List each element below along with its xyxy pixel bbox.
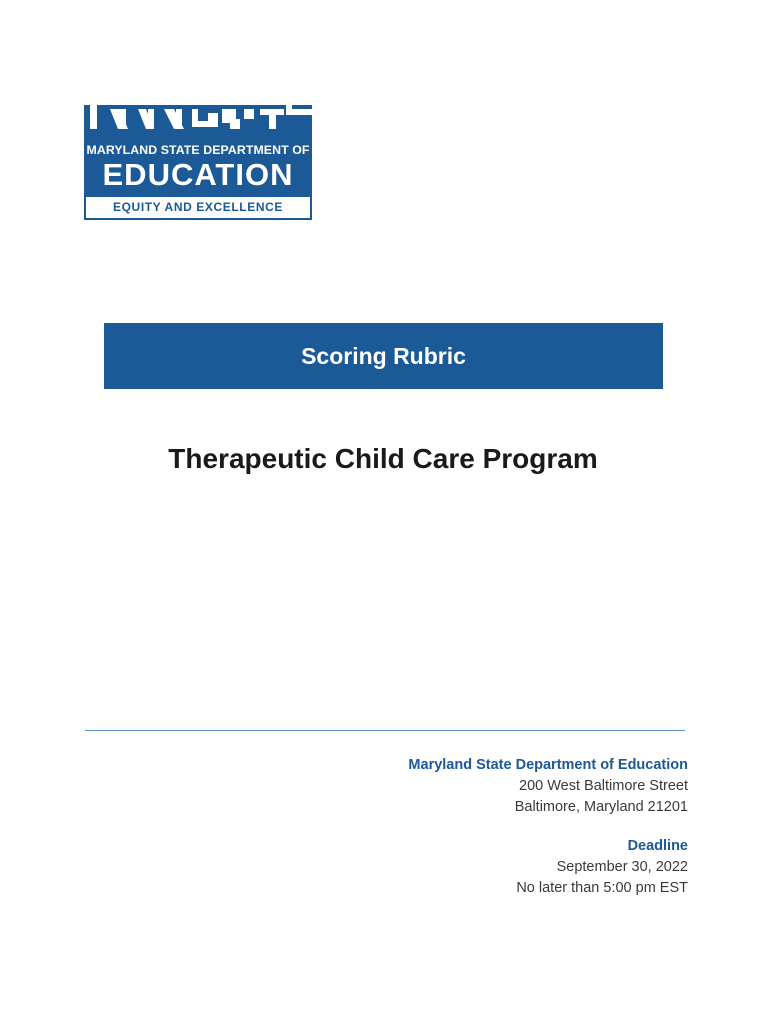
program-title: Therapeutic Child Care Program	[168, 443, 598, 474]
contact-block	[288, 755, 688, 899]
banner-title: Scoring Rubric	[301, 342, 466, 369]
divider	[85, 730, 685, 731]
contact-address-line1: 200 West Baltimore Street	[519, 778, 688, 794]
msde-logo	[84, 105, 312, 220]
title-banner	[104, 323, 663, 389]
contact-spacer	[288, 818, 688, 836]
logo-agency-text: MARYLAND STATE DEPARTMENT OF	[86, 143, 310, 157]
deadline-date: September 30, 2022	[556, 859, 688, 875]
contact-organization: Maryland State Department of Education	[408, 757, 688, 773]
logo-wordmark: EDUCATION	[102, 157, 294, 192]
logo-tagline: EQUITY AND EXCELLENCE	[113, 200, 283, 214]
contact-address-line2: Baltimore, Maryland 21201	[514, 799, 688, 815]
deadline-time: No later than 5:00 pm EST	[516, 880, 688, 896]
logo-tagline-bar	[86, 197, 310, 218]
deadline-label: Deadline	[627, 838, 688, 854]
maryland-flag-pattern-icon	[84, 105, 312, 133]
